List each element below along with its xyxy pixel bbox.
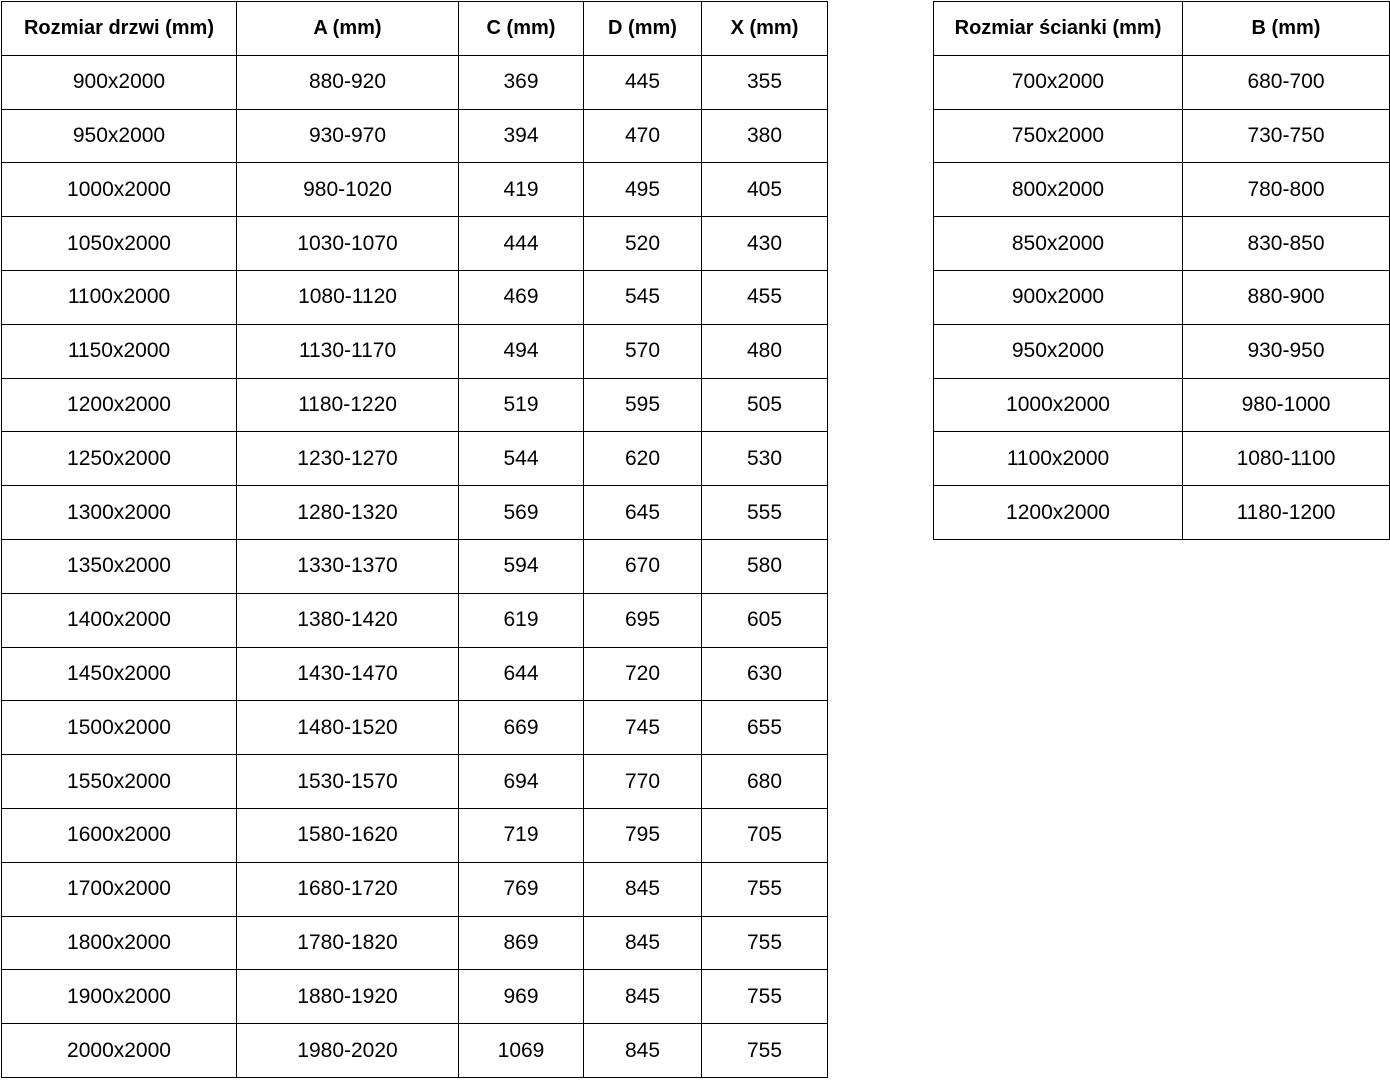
cell-door-size: 1500x2000 [2,701,237,755]
cell-a: 1880-1920 [237,970,459,1024]
table-row [2,593,828,647]
cell-a: 1580-1620 [237,808,459,862]
table-row [2,217,828,271]
column-header-a: A (mm) [237,2,459,56]
cell-c: 869 [459,916,584,970]
cell-door-size: 1300x2000 [2,486,237,540]
cell-x: 405 [702,163,828,217]
cell-door-size: 900x2000 [2,55,237,109]
cell-x: 380 [702,109,828,163]
table-header-row [934,2,1390,56]
cell-d: 570 [584,324,702,378]
column-header-x: X (mm) [702,2,828,56]
table-row [2,539,828,593]
cell-d: 470 [584,109,702,163]
cell-d: 595 [584,378,702,432]
cell-door-size: 1450x2000 [2,647,237,701]
cell-d: 795 [584,808,702,862]
cell-b: 830-850 [1183,217,1390,271]
cell-c: 569 [459,486,584,540]
table-row [934,378,1390,432]
cell-door-size: 1200x2000 [2,378,237,432]
table-row [934,432,1390,486]
cell-door-size: 1000x2000 [2,163,237,217]
table-header-row [2,2,828,56]
cell-a: 880-920 [237,55,459,109]
column-header-d: D (mm) [584,2,702,56]
cell-a: 1330-1370 [237,539,459,593]
table-row [2,970,828,1024]
cell-a: 1280-1320 [237,486,459,540]
cell-x: 355 [702,55,828,109]
cell-d: 645 [584,486,702,540]
cell-x: 755 [702,970,828,1024]
cell-a: 1380-1420 [237,593,459,647]
cell-b: 1080-1100 [1183,432,1390,486]
door-size-table-body [2,55,828,1077]
door-size-table-head [2,2,828,56]
cell-c: 1069 [459,1024,584,1078]
cell-a: 980-1020 [237,163,459,217]
cell-wall-size: 1200x2000 [934,486,1183,540]
cell-d: 845 [584,862,702,916]
cell-x: 755 [702,1024,828,1078]
column-header-c: C (mm) [459,2,584,56]
cell-c: 694 [459,755,584,809]
cell-a: 1480-1520 [237,701,459,755]
table-row [2,432,828,486]
wall-size-table [933,1,1390,540]
cell-a: 1030-1070 [237,217,459,271]
cell-a: 1780-1820 [237,916,459,970]
column-header-door-size: Rozmiar drzwi (mm) [2,2,237,56]
cell-x: 655 [702,701,828,755]
table-row [2,486,828,540]
cell-door-size: 1700x2000 [2,862,237,916]
cell-c: 369 [459,55,584,109]
cell-door-size: 1150x2000 [2,324,237,378]
table-row [2,55,828,109]
cell-d: 495 [584,163,702,217]
table-row [2,378,828,432]
table-row [2,647,828,701]
table-row [934,486,1390,540]
cell-door-size: 1100x2000 [2,270,237,324]
cell-x: 605 [702,593,828,647]
cell-wall-size: 700x2000 [934,55,1183,109]
table-row [2,862,828,916]
table-row [934,55,1390,109]
cell-wall-size: 1100x2000 [934,432,1183,486]
cell-x: 555 [702,486,828,540]
cell-x: 430 [702,217,828,271]
cell-a: 1180-1220 [237,378,459,432]
table-row [2,916,828,970]
cell-c: 419 [459,163,584,217]
cell-d: 670 [584,539,702,593]
table-row [2,324,828,378]
cell-wall-size: 1000x2000 [934,378,1183,432]
cell-x: 455 [702,270,828,324]
cell-x: 755 [702,916,828,970]
wall-size-table-head [934,2,1390,56]
cell-c: 644 [459,647,584,701]
cell-a: 1130-1170 [237,324,459,378]
cell-d: 520 [584,217,702,271]
cell-door-size: 1800x2000 [2,916,237,970]
cell-d: 770 [584,755,702,809]
cell-c: 444 [459,217,584,271]
cell-c: 394 [459,109,584,163]
cell-wall-size: 800x2000 [934,163,1183,217]
cell-wall-size: 950x2000 [934,324,1183,378]
table-row [2,755,828,809]
table-row [2,109,828,163]
cell-x: 480 [702,324,828,378]
cell-a: 1080-1120 [237,270,459,324]
table-row [2,808,828,862]
cell-b: 880-900 [1183,270,1390,324]
cell-d: 545 [584,270,702,324]
cell-c: 619 [459,593,584,647]
cell-d: 695 [584,593,702,647]
cell-c: 494 [459,324,584,378]
cell-d: 845 [584,916,702,970]
cell-b: 780-800 [1183,163,1390,217]
cell-b: 980-1000 [1183,378,1390,432]
table-row [2,270,828,324]
cell-door-size: 950x2000 [2,109,237,163]
cell-x: 580 [702,539,828,593]
wall-size-table-body [934,55,1390,539]
cell-b: 930-950 [1183,324,1390,378]
cell-a: 1680-1720 [237,862,459,916]
cell-b: 1180-1200 [1183,486,1390,540]
cell-d: 720 [584,647,702,701]
cell-d: 745 [584,701,702,755]
cell-x: 755 [702,862,828,916]
cell-door-size: 1250x2000 [2,432,237,486]
cell-door-size: 1600x2000 [2,808,237,862]
cell-x: 505 [702,378,828,432]
cell-c: 969 [459,970,584,1024]
cell-wall-size: 850x2000 [934,217,1183,271]
table-row [934,324,1390,378]
cell-c: 519 [459,378,584,432]
cell-d: 445 [584,55,702,109]
table-row [934,163,1390,217]
cell-door-size: 1350x2000 [2,539,237,593]
cell-a: 1230-1270 [237,432,459,486]
cell-a: 1530-1570 [237,755,459,809]
cell-a: 1430-1470 [237,647,459,701]
column-header-b: B (mm) [1183,2,1390,56]
table-row [934,217,1390,271]
cell-wall-size: 750x2000 [934,109,1183,163]
cell-x: 530 [702,432,828,486]
cell-c: 669 [459,701,584,755]
table-row [934,109,1390,163]
cell-door-size: 2000x2000 [2,1024,237,1078]
cell-door-size: 1900x2000 [2,970,237,1024]
cell-wall-size: 900x2000 [934,270,1183,324]
table-row [934,270,1390,324]
cell-x: 680 [702,755,828,809]
table-row [2,1024,828,1078]
door-size-table [1,1,828,1078]
cell-c: 719 [459,808,584,862]
cell-a: 930-970 [237,109,459,163]
cell-a: 1980-2020 [237,1024,459,1078]
cell-x: 705 [702,808,828,862]
cell-door-size: 1400x2000 [2,593,237,647]
table-row [2,701,828,755]
cell-b: 680-700 [1183,55,1390,109]
cell-c: 769 [459,862,584,916]
cell-c: 469 [459,270,584,324]
column-header-wall-size: Rozmiar ścianki (mm) [934,2,1183,56]
cell-c: 544 [459,432,584,486]
cell-b: 730-750 [1183,109,1390,163]
table-row [2,163,828,217]
cell-d: 845 [584,1024,702,1078]
cell-d: 620 [584,432,702,486]
cell-d: 845 [584,970,702,1024]
cell-c: 594 [459,539,584,593]
cell-door-size: 1050x2000 [2,217,237,271]
cell-door-size: 1550x2000 [2,755,237,809]
cell-x: 630 [702,647,828,701]
